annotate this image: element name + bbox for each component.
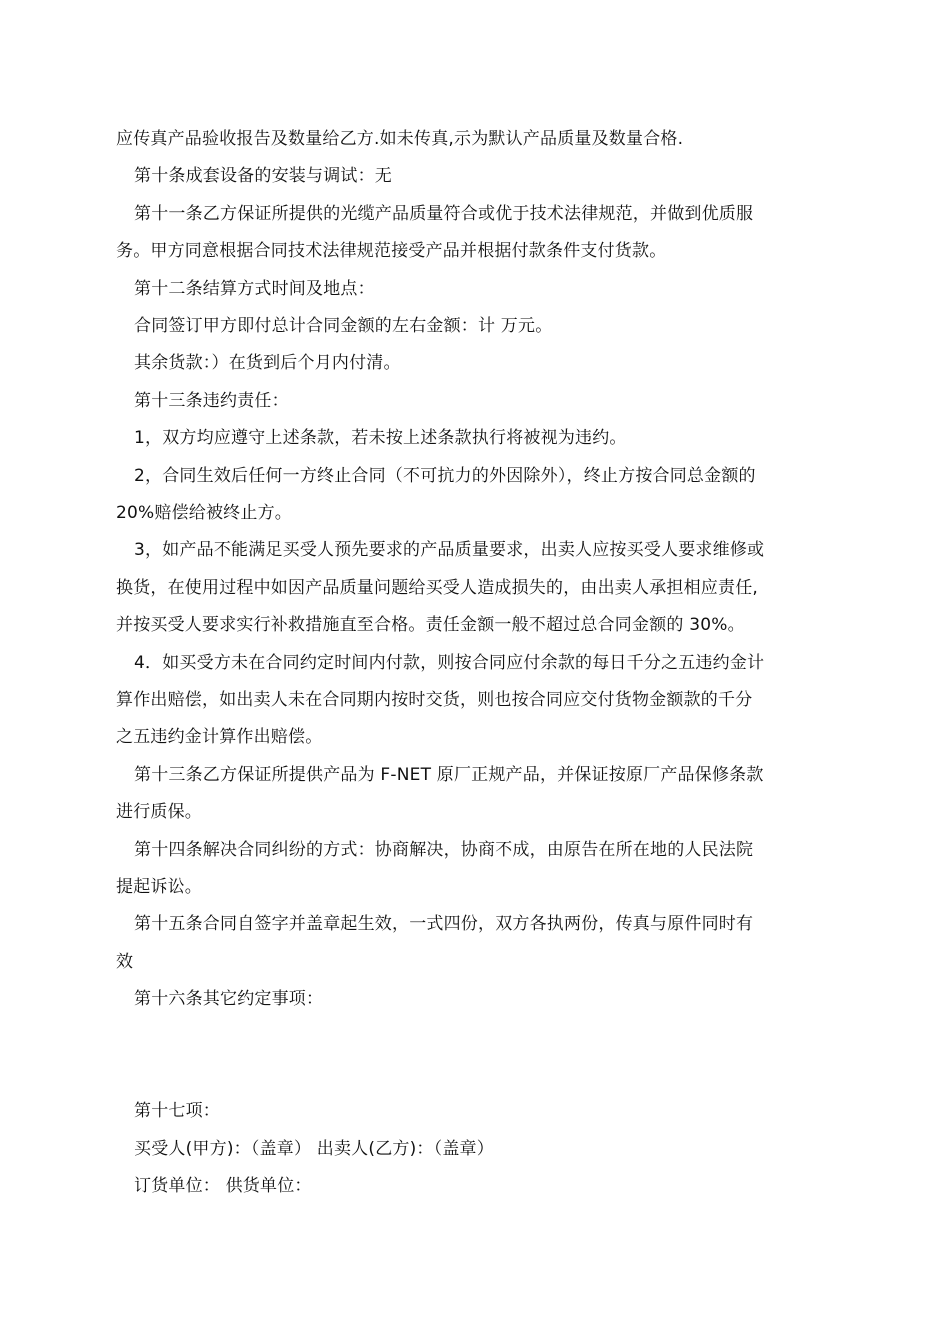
text-line: 第十二条结算方式时间及地点：	[134, 279, 375, 299]
text-line: 效	[116, 952, 134, 972]
text-line: 2，合同生效后任何一方终止合同（不可抗力的外因除外），终止方按合同总金额的	[134, 466, 756, 486]
text-line: 3，如产品不能满足买受人预先要求的产品质量要求，出卖人应按买受人要求维修或	[134, 540, 765, 560]
text-line: 20%赔偿给被终止方。	[116, 503, 292, 523]
text-line: 第十五条合同自签字并盖章起生效，一式四份，双方各执两份，传真与原件同时有	[134, 914, 754, 934]
text-line: 第十条成套设备的安装与调试：无	[134, 166, 392, 186]
text-line: 其余货款：）在货到后个月内付清。	[134, 353, 401, 373]
text-line: 第十三条乙方保证所提供产品为 F-NET 原厂正规产品，并保证按原厂产品保修条款	[134, 765, 764, 785]
text-line: 之五违约金计算作出赔偿。	[116, 727, 323, 747]
text-line: 第十六条其它约定事项：	[134, 989, 324, 1009]
text-line: 4．如买受方未在合同约定时间内付款，则按合同应付余款的每日千分之五违约金计	[134, 653, 765, 673]
unit-line: 订货单位： 供货单位：	[134, 1176, 312, 1196]
text-line: 合同签订甲方即付总计合同金额的左右金额：计 万元。	[134, 316, 553, 336]
text-line: 提起诉讼。	[116, 877, 202, 897]
text-line: 换货，在使用过程中如因产品质量问题给买受人造成损失的，由出卖人承担相应责任,	[116, 578, 759, 598]
text-line: 第十一条乙方保证所提供的光缆产品质量符合或优于技术法律规范，并做到优质服	[134, 204, 754, 224]
text-line: 并按买受人要求实行补救措施直至合格。责任金额一般不超过总合同金额的 30%。	[116, 615, 745, 635]
text-line: 务。甲方同意根据合同技术法律规范接受产品并根据付款条件支付货款。	[116, 241, 667, 261]
text-line: 第十七项：	[134, 1101, 220, 1121]
text-line: 进行质保。	[116, 802, 202, 822]
signature-line: 买受人(甲方)：（盖章） 出卖人(乙方)：（盖章）	[134, 1139, 494, 1159]
text-line: 1，双方均应遵守上述条款，若未按上述条款执行将被视为违约。	[134, 428, 627, 448]
text-line: 第十四条解决合同纠纷的方式：协商解决，协商不成，由原告在所在地的人民法院	[134, 840, 754, 860]
text-line: 算作出赔偿，如出卖人未在合同期内按时交货，则也按合同应交付货物金额款的千分	[116, 690, 753, 710]
text-line: 第十三条违约责任：	[134, 391, 289, 411]
text-line: 应传真产品验收报告及数量给乙方.如未传真,示为默认产品质量及数量合格.	[116, 129, 684, 149]
